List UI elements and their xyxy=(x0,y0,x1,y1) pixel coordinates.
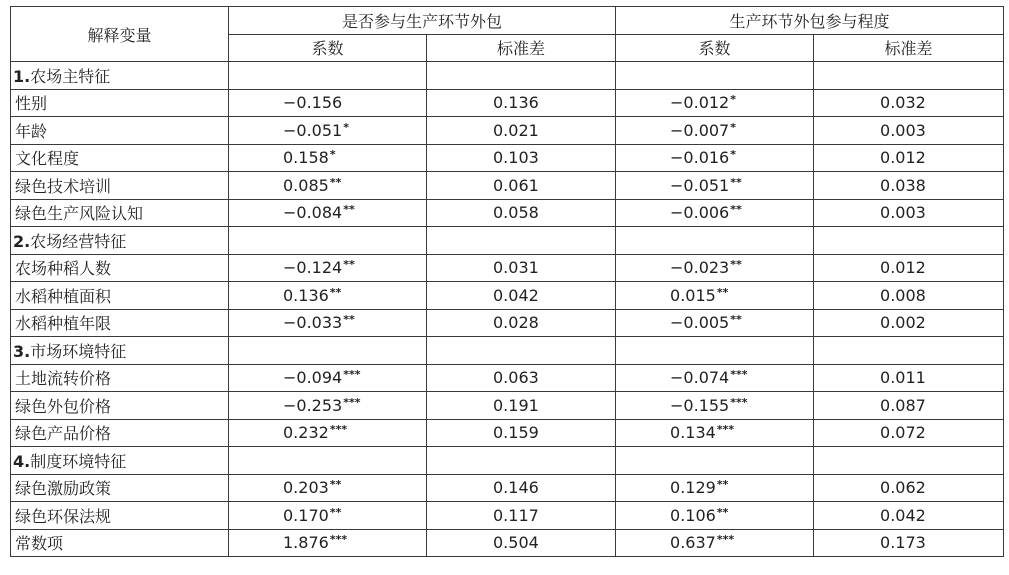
section-number: 2. xyxy=(13,231,31,251)
se-cell-participation: 0.136 xyxy=(427,89,616,117)
coef-value: 1.876 xyxy=(283,533,329,553)
se-cell-participation: 0.117 xyxy=(427,502,616,530)
coef-cell-degree xyxy=(616,364,814,392)
empty-cell xyxy=(814,62,1004,90)
coef-value: −0.051 xyxy=(670,175,730,195)
significance-stars: * xyxy=(730,120,736,134)
coef-value: 0.134 xyxy=(670,423,716,443)
coef-cell-participation xyxy=(229,117,427,145)
se-cell-degree: 0.173 xyxy=(814,529,1004,557)
empty-cell xyxy=(616,62,814,90)
se-cell-degree: 0.062 xyxy=(814,474,1004,502)
coef-cell-degree xyxy=(616,502,814,530)
significance-stars: ** xyxy=(730,175,742,189)
variable-name: 水稻种植面积 xyxy=(11,282,229,310)
significance-stars: ** xyxy=(343,313,355,327)
se-cell-degree: 0.012 xyxy=(814,254,1004,282)
coef-value: −0.051 xyxy=(283,120,343,140)
empty-cell xyxy=(814,337,1004,365)
coef-value: −0.094 xyxy=(283,368,343,388)
se-cell-degree: 0.003 xyxy=(814,199,1004,227)
variable-name: 常数项 xyxy=(11,529,229,557)
significance-stars: ** xyxy=(730,203,742,217)
significance-stars: ** xyxy=(730,313,742,327)
se-header-2: 标准差 xyxy=(814,34,1004,62)
coef-cell-degree xyxy=(616,117,814,145)
significance-stars: ** xyxy=(343,203,355,217)
se-cell-degree: 0.087 xyxy=(814,392,1004,420)
significance-stars: *** xyxy=(329,423,348,437)
coef-cell-participation xyxy=(229,254,427,282)
coef-value: −0.253 xyxy=(283,395,343,415)
coef-value: 0.637 xyxy=(670,533,716,553)
coef-cell-degree xyxy=(616,474,814,502)
coef-cell-participation xyxy=(229,419,427,447)
coef-value: −0.005 xyxy=(670,313,730,333)
table-body xyxy=(11,62,1004,557)
table-row xyxy=(11,89,1004,117)
se-cell-degree: 0.072 xyxy=(814,419,1004,447)
section-label: 市场环境特征 xyxy=(30,341,127,361)
se-cell-degree: 0.032 xyxy=(814,89,1004,117)
group-header-degree: 生产环节外包参与程度 xyxy=(616,7,1004,35)
se-header-1: 标准差 xyxy=(427,34,616,62)
table-row xyxy=(11,474,1004,502)
coef-cell-degree xyxy=(616,282,814,310)
se-cell-degree: 0.003 xyxy=(814,117,1004,145)
coef-value: 0.129 xyxy=(670,478,716,498)
variable-name: 绿色生产风险认知 xyxy=(11,199,229,227)
variable-name: 绿色环保法规 xyxy=(11,502,229,530)
significance-stars: * xyxy=(730,93,736,107)
significance-stars: ** xyxy=(343,258,355,272)
coef-cell-participation xyxy=(229,392,427,420)
empty-cell xyxy=(229,447,427,475)
table-row xyxy=(11,144,1004,172)
significance-stars: ** xyxy=(329,478,342,492)
se-cell-participation: 0.061 xyxy=(427,172,616,200)
coef-value: −0.074 xyxy=(670,368,730,388)
significance-stars: * xyxy=(343,120,349,134)
coef-value: 0.158 xyxy=(283,148,329,168)
coef-value: 0.232 xyxy=(283,423,329,443)
se-cell-degree: 0.012 xyxy=(814,144,1004,172)
coef-cell-degree xyxy=(616,529,814,557)
empty-cell xyxy=(229,62,427,90)
se-cell-participation: 0.021 xyxy=(427,117,616,145)
coef-value: 0.136 xyxy=(283,285,329,305)
section-number: 4. xyxy=(13,451,31,471)
variable-name: 农场种稻人数 xyxy=(11,254,229,282)
se-cell-degree: 0.002 xyxy=(814,309,1004,337)
section-title xyxy=(11,62,229,90)
coef-cell-participation xyxy=(229,89,427,117)
coef-value: −0.156 xyxy=(283,93,343,113)
significance-stars: *** xyxy=(716,533,735,547)
section-row xyxy=(11,62,1004,90)
variable-name: 绿色外包价格 xyxy=(11,392,229,420)
se-cell-participation: 0.146 xyxy=(427,474,616,502)
table-row xyxy=(11,364,1004,392)
se-cell-participation: 0.504 xyxy=(427,529,616,557)
empty-cell xyxy=(814,447,1004,475)
significance-stars: *** xyxy=(343,368,361,382)
coef-cell-participation xyxy=(229,529,427,557)
coef-cell-participation xyxy=(229,502,427,530)
se-cell-participation: 0.191 xyxy=(427,392,616,420)
section-row xyxy=(11,447,1004,475)
se-cell-degree: 0.011 xyxy=(814,364,1004,392)
coef-value: −0.012 xyxy=(670,93,730,113)
section-number: 1. xyxy=(13,66,31,86)
variable-name: 绿色技术培训 xyxy=(11,172,229,200)
empty-cell xyxy=(616,447,814,475)
coef-cell-participation xyxy=(229,364,427,392)
variable-name: 土地流转价格 xyxy=(11,364,229,392)
coef-value: −0.033 xyxy=(283,313,343,333)
significance-stars: *** xyxy=(716,423,735,437)
significance-stars: ** xyxy=(716,478,729,492)
table-row xyxy=(11,117,1004,145)
coef-cell-participation xyxy=(229,474,427,502)
header-row-1 xyxy=(11,7,1004,35)
significance-stars: * xyxy=(730,148,736,162)
section-label: 制度环境特征 xyxy=(30,451,127,471)
section-title xyxy=(11,447,229,475)
coef-cell-degree xyxy=(616,89,814,117)
se-cell-participation: 0.028 xyxy=(427,309,616,337)
significance-stars: *** xyxy=(329,533,348,547)
se-cell-degree: 0.042 xyxy=(814,502,1004,530)
coef-header-1: 系数 xyxy=(229,34,427,62)
se-cell-participation: 0.103 xyxy=(427,144,616,172)
se-cell-participation: 0.159 xyxy=(427,419,616,447)
coef-value: −0.155 xyxy=(670,395,730,415)
table-row xyxy=(11,199,1004,227)
table-row xyxy=(11,392,1004,420)
coef-cell-participation xyxy=(229,282,427,310)
empty-cell xyxy=(616,227,814,255)
section-row xyxy=(11,337,1004,365)
coef-value: 0.085 xyxy=(283,175,329,195)
regression-results-table xyxy=(10,6,1004,557)
empty-cell xyxy=(229,227,427,255)
significance-stars: ** xyxy=(329,175,342,189)
coef-header-2: 系数 xyxy=(616,34,814,62)
significance-stars: *** xyxy=(730,395,748,409)
coef-value: −0.016 xyxy=(670,148,730,168)
coef-value: −0.007 xyxy=(670,120,730,140)
empty-cell xyxy=(616,337,814,365)
empty-cell xyxy=(427,447,616,475)
significance-stars: *** xyxy=(343,395,361,409)
section-label: 农场经营特征 xyxy=(30,231,127,251)
table-row xyxy=(11,254,1004,282)
coef-cell-degree xyxy=(616,392,814,420)
section-title xyxy=(11,227,229,255)
coef-value: −0.023 xyxy=(670,258,730,278)
coef-cell-degree xyxy=(616,254,814,282)
table-row xyxy=(11,502,1004,530)
variable-name: 水稻种植年限 xyxy=(11,309,229,337)
coef-cell-degree xyxy=(616,144,814,172)
coef-value: 0.170 xyxy=(283,505,329,525)
coef-cell-degree xyxy=(616,199,814,227)
coef-value: 0.106 xyxy=(670,505,716,525)
coef-value: −0.084 xyxy=(283,203,343,223)
variable-name: 绿色激励政策 xyxy=(11,474,229,502)
se-cell-participation: 0.058 xyxy=(427,199,616,227)
variable-name: 绿色产品价格 xyxy=(11,419,229,447)
variable-column-header: 解释变量 xyxy=(11,7,229,62)
coef-cell-degree xyxy=(616,172,814,200)
se-cell-participation: 0.042 xyxy=(427,282,616,310)
se-cell-degree: 0.038 xyxy=(814,172,1004,200)
empty-cell xyxy=(427,227,616,255)
empty-cell xyxy=(229,337,427,365)
variable-name: 文化程度 xyxy=(11,144,229,172)
variable-name: 年龄 xyxy=(11,117,229,145)
significance-stars: ** xyxy=(716,285,729,299)
coef-cell-participation xyxy=(229,172,427,200)
se-cell-degree: 0.008 xyxy=(814,282,1004,310)
coef-cell-degree xyxy=(616,419,814,447)
table-row xyxy=(11,309,1004,337)
coef-cell-participation xyxy=(229,199,427,227)
coef-value: −0.006 xyxy=(670,203,730,223)
section-label: 农场主特征 xyxy=(30,66,111,86)
coef-value: 0.203 xyxy=(283,478,329,498)
significance-stars: ** xyxy=(716,505,729,519)
empty-cell xyxy=(427,337,616,365)
se-cell-participation: 0.063 xyxy=(427,364,616,392)
section-title xyxy=(11,337,229,365)
empty-cell xyxy=(427,62,616,90)
coef-cell-participation xyxy=(229,144,427,172)
group-header-participation: 是否参与生产环节外包 xyxy=(229,7,616,35)
empty-cell xyxy=(814,227,1004,255)
significance-stars: ** xyxy=(329,505,342,519)
se-cell-participation: 0.031 xyxy=(427,254,616,282)
significance-stars: * xyxy=(329,148,336,162)
coef-value: 0.015 xyxy=(670,285,716,305)
coef-cell-participation xyxy=(229,309,427,337)
variable-name: 性别 xyxy=(11,89,229,117)
table-row xyxy=(11,419,1004,447)
table-row xyxy=(11,282,1004,310)
coef-cell-degree xyxy=(616,309,814,337)
significance-stars: ** xyxy=(730,258,742,272)
significance-stars: ** xyxy=(329,285,342,299)
significance-stars: *** xyxy=(730,368,748,382)
coef-value: −0.124 xyxy=(283,258,343,278)
regression-table-container xyxy=(10,6,1004,557)
table-row xyxy=(11,529,1004,557)
section-number: 3. xyxy=(13,341,31,361)
section-row xyxy=(11,227,1004,255)
table-row xyxy=(11,172,1004,200)
